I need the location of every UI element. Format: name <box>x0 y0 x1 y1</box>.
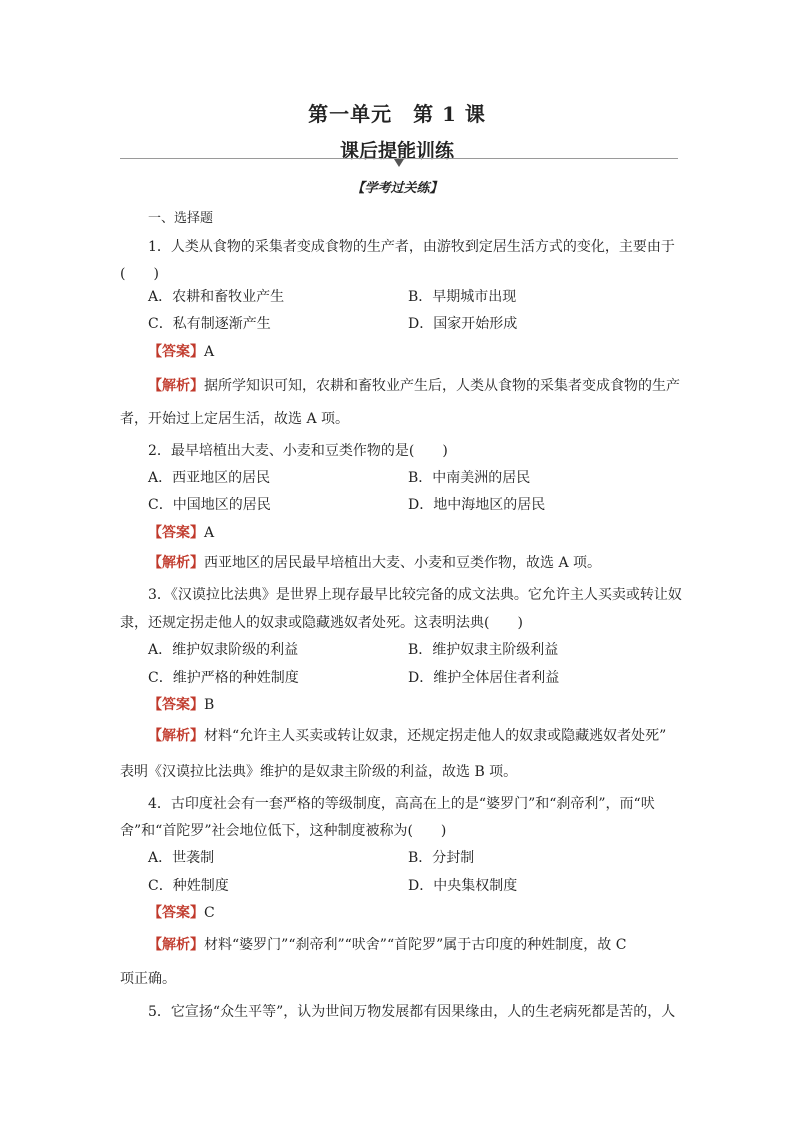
question-2-option-c: C．中国地区的居民 <box>148 497 271 513</box>
question-1-answer <box>148 343 214 361</box>
question-4-analysis: 项正确。 <box>120 971 176 987</box>
question-1-option-a: A．农耕和畜牧业产生 <box>148 289 285 305</box>
page-subtitle: 课后提能训练 <box>339 140 454 162</box>
answer-marker: 【答案】 <box>148 905 204 921</box>
analysis-marker: 【解析】 <box>148 555 204 571</box>
analysis-marker: 【解析】 <box>148 937 204 953</box>
question-4-analysis <box>148 936 626 954</box>
divider-arrow-icon <box>394 159 404 167</box>
question-4-stem: 4．古印度社会有一套严格的等级制度，高高在上的是“婆罗门”和“刹帝利”，而“吠 <box>148 796 655 812</box>
question-2-stem: 2．最早培植出大麦、小麦和豆类作物的是( ) <box>148 443 448 459</box>
answer-marker: 【答案】 <box>148 344 204 360</box>
question-5-stem: 5．它宣扬“众生平等”，认为世间万物发展都有因果缘由，人的生老病死都是苦的，人 <box>148 1004 676 1020</box>
question-3-option-a: A．维护奴隶阶级的利益 <box>148 642 299 658</box>
analysis-text: 材料“允许主人买卖或转让奴隶，还规定拐走他人的奴隶或隐藏逃奴者处死” <box>204 728 667 744</box>
question-1-stem: 1．人类从食物的采集者变成食物的生产者，由游牧到定居生活方式的变化，主要由于 <box>148 239 675 255</box>
question-2-option-a: A．西亚地区的居民 <box>148 470 271 486</box>
question-2-option-b: B．中南美洲的居民 <box>408 470 531 486</box>
question-4-option-d: D．中央集权制度 <box>408 878 518 894</box>
question-3-analysis <box>148 727 666 745</box>
answer-value: B <box>204 697 215 713</box>
question-1-option-c: C．私有制逐渐产生 <box>148 316 271 332</box>
analysis-text: 材料“婆罗门”“刹帝利”“吠舍”“首陀罗”属于古印度的种姓制度，故 C <box>204 937 627 953</box>
analysis-text: 西亚地区的居民最早培植出大麦、小麦和豆类作物，故选 A 项。 <box>204 555 602 571</box>
section-tag: 【学考过关练】 <box>351 181 443 196</box>
question-4-option-c: C．种姓制度 <box>148 878 229 894</box>
question-2-option-d: D．地中海地区的居民 <box>408 497 546 513</box>
question-4-answer <box>148 904 215 922</box>
question-1-analysis <box>148 377 680 395</box>
section-heading: 一、选择题 <box>148 211 214 226</box>
analysis-marker: 【解析】 <box>148 378 204 394</box>
answer-value: C <box>204 905 215 921</box>
analysis-text: 据所学知识可知，农耕和畜牧业产生后，人类从食物的采集者变成食物的生产 <box>204 378 680 394</box>
answer-value: A <box>204 525 215 541</box>
answer-marker: 【答案】 <box>148 697 204 713</box>
question-3-stem: 隶，还规定拐走他人的奴隶或隐藏逃奴者处死。这表明法典( ) <box>120 615 523 631</box>
answer-value: A <box>204 344 215 360</box>
question-1-stem: ( ) <box>120 266 159 282</box>
answer-marker: 【答案】 <box>148 525 204 541</box>
question-4-stem: 舍”和“首陀罗”社会地位低下，这种制度被称为( ) <box>120 823 447 839</box>
question-3-answer <box>148 696 214 714</box>
question-4-option-b: B．分封制 <box>408 850 475 866</box>
analysis-marker: 【解析】 <box>148 728 204 744</box>
question-4-option-a: A．世袭制 <box>148 850 215 866</box>
question-2-analysis <box>148 554 601 572</box>
question-3-option-c: C．维护严格的种姓制度 <box>148 670 299 686</box>
question-3-stem: 3．《汉谟拉比法典》是世界上现存最早比较完备的成文法典。它允许主人买卖或转让奴 <box>148 587 682 603</box>
question-1-option-d: D．国家开始形成 <box>408 316 518 332</box>
question-1-option-b: B．早期城市出现 <box>408 289 517 305</box>
question-3-option-b: B．维护奴隶主阶级利益 <box>408 642 559 658</box>
question-1-analysis: 者，开始过上定居生活，故选 A 项。 <box>120 411 350 427</box>
page-title: 第一单元 第 1 课 <box>308 102 486 126</box>
question-3-analysis: 表明《汉谟拉比法典》维护的是奴隶主阶级的利益，故选 B 项。 <box>120 764 518 780</box>
question-3-option-d: D．维护全体居住者利益 <box>408 670 560 686</box>
question-2-answer <box>148 524 214 542</box>
